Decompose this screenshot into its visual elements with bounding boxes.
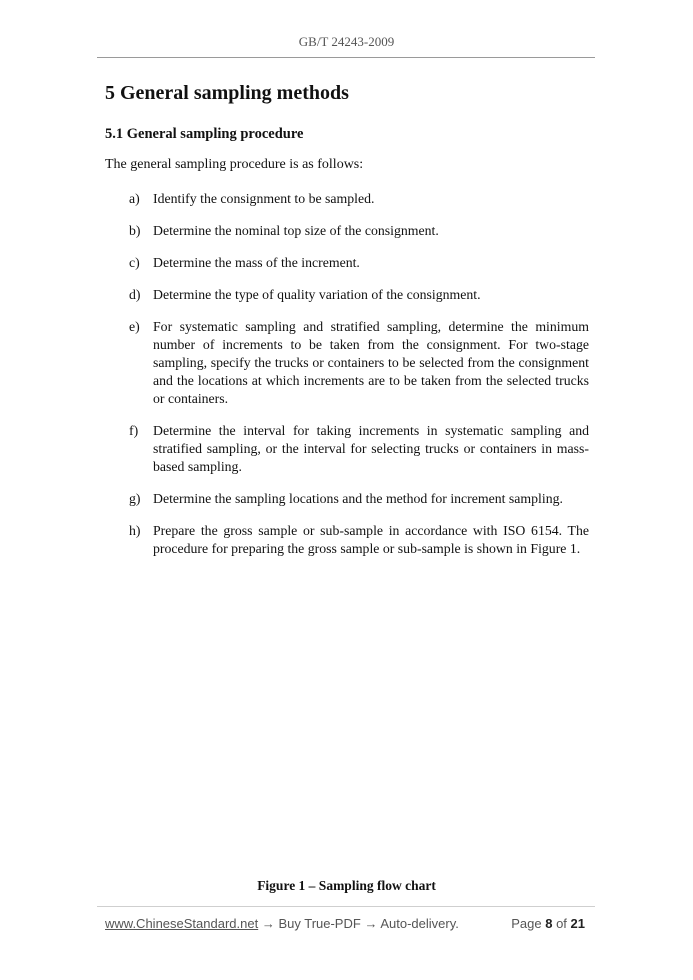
list-item-label: c) (129, 255, 140, 270)
buy-link[interactable]: Buy True-PDF (278, 916, 361, 931)
page-word: Page (511, 916, 542, 931)
list-item-text: Prepare the gross sample or sub-sample in accordance with ISO 6154. The procedure for preparing the gross sample or sub-sample is shown in Figure 1. (153, 523, 589, 556)
page-current: 8 (545, 916, 553, 931)
arrow-icon: → (364, 916, 378, 931)
figure-caption: Figure 1 – Sampling flow chart (257, 878, 436, 893)
list-item (105, 254, 589, 272)
list-item (105, 522, 589, 558)
subsection-title: 5.1 General sampling procedure (105, 126, 304, 142)
list-item-text: For systematic sampling and stratified sampling, determine the minimum number of increments to be taken from the consignment. For two-stage sampling, specify the trucks or containers to be selected from the consignment and the locations at which increments are to be taken from the selected trucks or containers. (153, 319, 589, 406)
list-item (105, 318, 589, 408)
list-item (105, 422, 589, 476)
list-item-label: h) (129, 523, 141, 538)
intro-paragraph: The general sampling procedure is as follows: (105, 157, 364, 172)
site-link[interactable]: www.ChineseStandard.net (105, 916, 259, 931)
list-item-label: b) (129, 223, 141, 238)
arrow-icon: → (261, 916, 275, 931)
list-item (105, 490, 589, 508)
section-title: 5 General sampling methods (105, 82, 349, 104)
list-item-label: a) (129, 191, 140, 206)
list-item-label: d) (129, 287, 141, 302)
list-item-text: Determine the sampling locations and the method for increment sampling. (153, 491, 563, 506)
list-item-text: Determine the interval for taking increments in systematic sampling and stratified sampling, or the interval for selecting trucks or containers in mass-based sampling. (153, 423, 589, 474)
list-item-text: Determine the nominal top size of the consignment. (153, 223, 439, 238)
document-code-header: GB/T 24243-2009 (298, 34, 395, 49)
footer-promo (105, 916, 459, 931)
list-item-text: Identify the consignment to be sampled. (153, 191, 375, 206)
page-of: of (556, 916, 567, 931)
delivery-text: Auto-delivery. (380, 916, 459, 931)
list-item-text: Determine the mass of the increment. (153, 255, 360, 270)
list-item (105, 286, 589, 304)
page-number (511, 916, 585, 931)
page-total: 21 (570, 916, 585, 931)
list-item-text: Determine the type of quality variation of the consignment. (153, 287, 481, 302)
list-item-label: f) (129, 423, 139, 438)
procedure-list (105, 190, 589, 572)
header-rule (97, 57, 595, 58)
list-item (105, 222, 589, 240)
list-item (105, 190, 589, 208)
list-item-label: e) (129, 319, 140, 334)
list-item-label: g) (129, 491, 141, 506)
footer-rule (97, 906, 595, 907)
